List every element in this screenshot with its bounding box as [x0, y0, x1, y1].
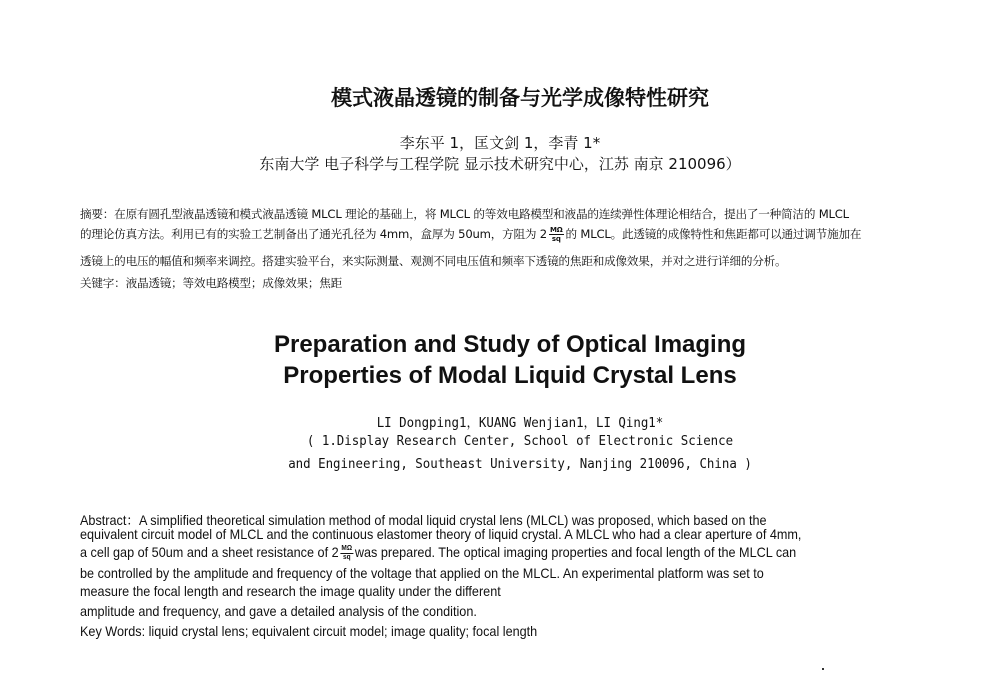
- unit-denominator: sq: [342, 554, 351, 561]
- text: 的 MLCL。此透镜的成像特性和焦距都可以通过调节施加在: [565, 227, 862, 241]
- unit-denominator: sq: [551, 235, 561, 243]
- chinese-affiliation: 东南大学 电子科学与工程学院 显示技术研究中心，江苏 南京 210096）: [259, 155, 741, 173]
- english-abstract-line: be controlled by the amplitude and frequency of the voltage that applied on the MLCL. An experimental platform was set to: [80, 566, 764, 581]
- chinese-authors: 李东平 1，匡文剑 1，李青 1*: [399, 134, 601, 152]
- scan-speck: [822, 668, 824, 670]
- english-title-line: Preparation and Study of Optical Imaging: [273, 331, 747, 358]
- english-abstract-line: equivalent circuit model of MLCL and the continuous elastomer theory of liquid crystal. A MLCL who had a clear aperture of 4mm,: [80, 527, 802, 542]
- unit-fraction: [341, 545, 354, 562]
- text: a cell gap of 50um and a sheet resistance of 2: [80, 545, 339, 561]
- english-abstract-line: Abstract：A simplified theoretical simulation method of modal liquid crystal lens (MLCL) was proposed, which based on the: [80, 513, 767, 528]
- english-abstract-line: measure the focal length and research the image quality under the different: [80, 584, 501, 599]
- english-affiliation-line: and Engineering, Southeast University, Nanjing 210096, China ): [288, 456, 752, 472]
- chinese-abstract-line: [80, 226, 861, 243]
- unit-fraction: [549, 226, 564, 243]
- text: 的理论仿真方法。利用已有的实验工艺制备出了通光孔径为 4mm，盒厚为 50um，方阻为 2: [80, 227, 547, 241]
- unit-numerator: MΩ: [341, 545, 353, 552]
- english-title-line: Properties of Modal Liquid Crystal Lens: [283, 362, 737, 389]
- chinese-title: 模式液晶透镜的制备与光学成像特性研究: [331, 86, 709, 110]
- unit-numerator: MΩ: [549, 226, 563, 234]
- english-abstract-line: amplitude and frequency, and gave a detailed analysis of the condition.: [80, 604, 477, 619]
- text: was prepared. The optical imaging properties and focal length of the MLCL can: [354, 545, 797, 561]
- chinese-abstract-line: 透镜上的电压的幅值和频率来调控。搭建实验平台，来实际测量、观测不同电压值和频率下透镜的焦距和成像效果，并对之进行详细的分析。: [80, 254, 787, 268]
- chinese-abstract-line: 摘要：在原有圆孔型液晶透镜和模式液晶透镜 MLCL 理论的基础上，将 MLCL 的等效电路模型和液晶的连续弹性体理论相结合，提出了一种简洁的 MLCL: [80, 207, 849, 221]
- english-abstract-line: [80, 545, 796, 562]
- english-affiliation-line: ( 1.Display Research Center, School of Electronic Science: [306, 433, 734, 449]
- english-authors: LI Dongping1，KUANG Wenjian1，LI Qing1*: [376, 415, 664, 431]
- chinese-keywords: 关键字：液晶透镜；等效电路模型；成像效果；焦距: [80, 276, 343, 290]
- english-keywords: Key Words: liquid crystal lens; equivalent circuit model; image quality; focal length: [80, 624, 538, 639]
